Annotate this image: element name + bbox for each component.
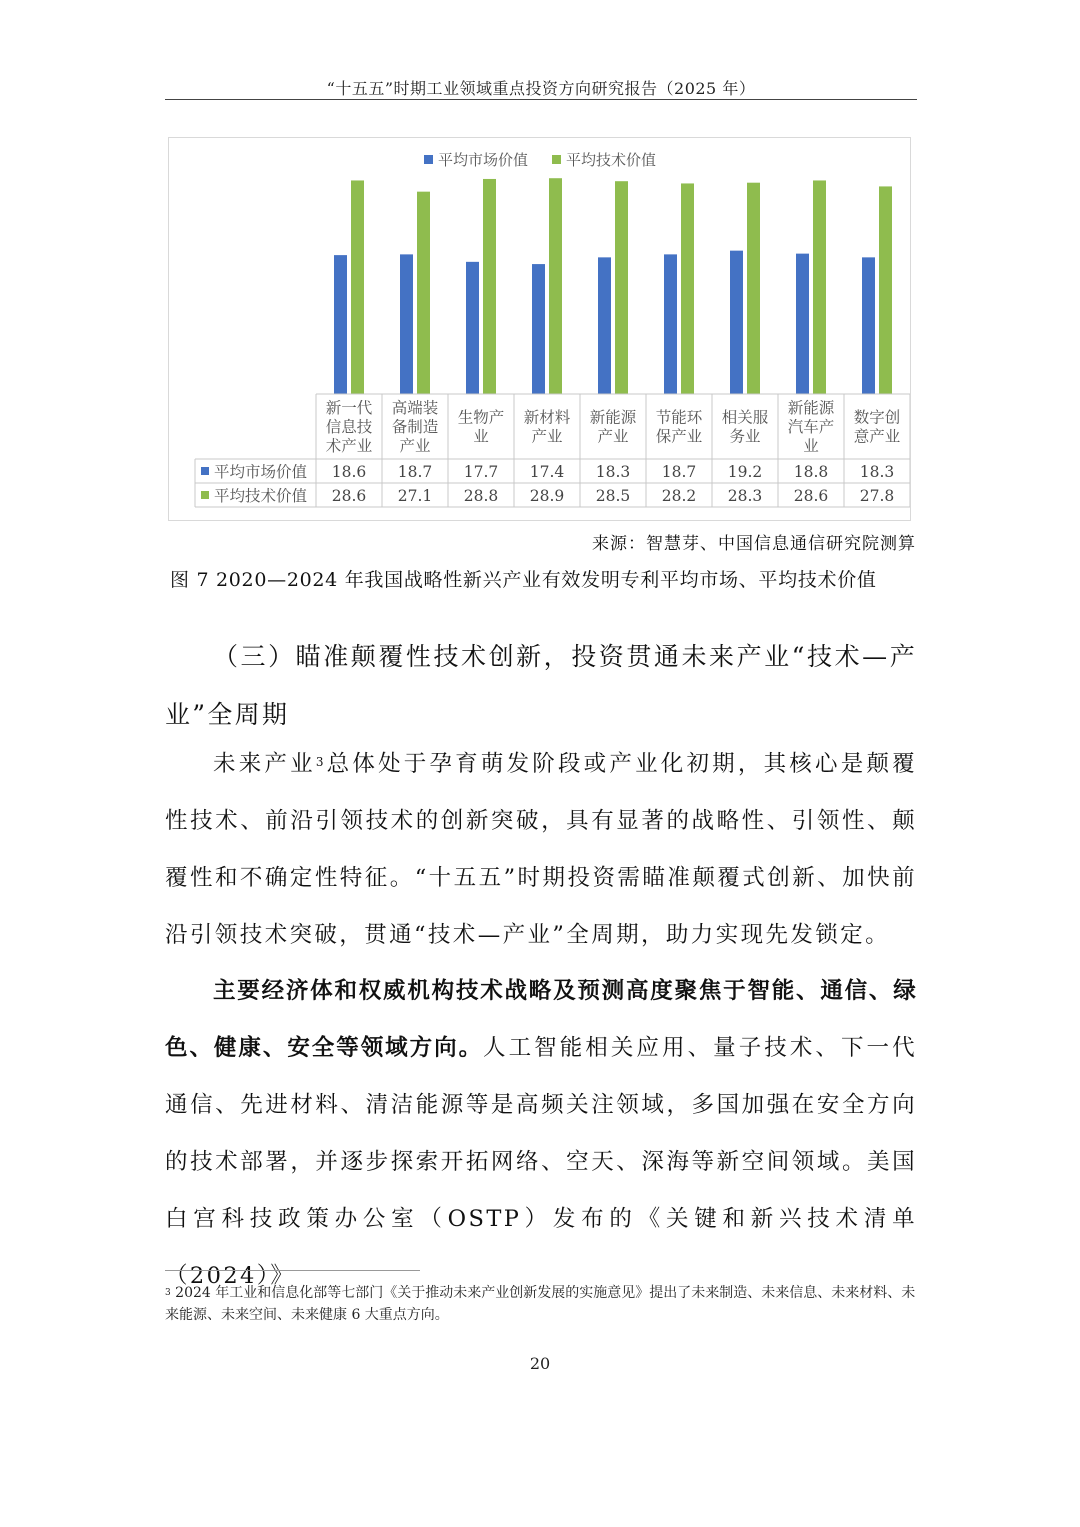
paragraph-text: 总体处于孕育萌发阶段或产业化初期，其核心是颠覆性技术、前沿引领技术的创新突破，具有显著的战略性、引领性、颠覆性和不确定性特征。“十五五”时期投资需瞄准颠覆式创新、加快前沿引领技术突破，贯通“技术—产业”全周期，助力实现先发锁定。 [165,751,917,948]
table-value-1-7: 19.2 [727,463,763,481]
bar-1-1 [334,255,347,394]
table-value-1-5: 18.3 [595,463,631,481]
category-label-5-line-2: 产业 [597,427,629,446]
table-value-1-8: 18.8 [793,463,829,481]
chart-frame [168,137,911,521]
legend-swatch-1 [424,155,433,164]
table-value-2-7: 28.3 [727,487,763,505]
category-label-8-line-3: 业 [803,437,819,455]
figure-source: 来源：智慧芽、中国信息通信研究院测算 [592,534,916,554]
bar-2-7 [747,183,760,394]
bar-1-4 [532,264,545,394]
category-label-3-line-1: 生物产 [457,408,505,427]
bar-2-6 [681,183,694,394]
category-label-4-line-1: 新材料 [523,408,571,427]
section-heading: （三）瞄准颠覆性技术创新，投资贯通未来产业“技术—产业”全周期 [165,642,917,729]
legend-label-1: 平均市场价值 [438,151,529,169]
category-label-1-line-2: 信息技 [325,418,373,436]
bar-2-5 [615,181,628,394]
paragraph-text: 未来产业 [213,751,316,777]
body-paragraph-2 [165,963,917,1305]
category-label-2-line-3: 产业 [399,437,431,455]
table-value-2-2: 27.1 [397,487,433,505]
category-label-8-line-1: 新能源 [787,399,835,417]
paragraph-text: 人工智能相关应用、量子技术、下一代通信、先进材料、清洁能源等是高频关注领域，多国加强在安全方向的技术部署，并逐步探索开拓网络、空天、深海等新空间领域。美国白宫科技政策办公室（OSTP）发布的《关键和新兴技术清单（2024）》 [165,1035,917,1289]
table-value-2-6: 28.2 [661,487,697,505]
bar-2-2 [417,192,430,394]
legend-swatch-2 [552,155,561,164]
category-label-2-line-2: 备制造 [391,418,439,436]
body-paragraph-1 [165,736,917,964]
bar-1-6 [664,254,677,394]
category-label-1-line-1: 新一代 [325,399,373,417]
running-header: “十五五”时期工业领域重点投资方向研究报告（2025 年） [326,79,756,98]
category-label-9-line-2: 意产业 [853,427,901,446]
table-value-2-4: 28.9 [529,487,565,505]
footnote-rule [165,1270,420,1271]
page-number: 20 [529,1354,551,1373]
category-label-5-line-1: 新能源 [589,408,637,427]
table-value-1-1: 18.6 [331,463,367,481]
bar-2-1 [351,180,364,394]
table-value-1-3: 17.7 [463,463,499,481]
category-label-9-line-1: 数字创 [853,408,901,427]
category-label-1-line-3: 术产业 [325,437,373,455]
bar-2-8 [813,180,826,394]
paragraph-lead-bold: 主要经济体和权威机构技术战略及预测高度聚焦于智能、通信、绿色、健康、安全等领域方向。 [165,978,917,1061]
table-row-label-2: 平均技术价值 [214,487,308,505]
header-rule [165,99,917,100]
table-row-label-1: 平均市场价值 [214,463,308,481]
bar-1-9 [862,257,875,394]
bar-1-2 [400,254,413,394]
bar-1-5 [598,257,611,394]
footnote-ref[interactable]: 3 [315,755,326,769]
category-label-7-line-2: 务业 [729,427,761,446]
table-value-1-9: 18.3 [859,463,895,481]
bar-2-9 [879,186,892,394]
table-value-2-1: 28.6 [331,487,367,505]
category-label-4-line-2: 产业 [531,427,563,446]
bar-2-4 [549,178,562,394]
legend-label-2: 平均技术价值 [566,151,657,169]
table-value-1-4: 17.4 [529,463,565,481]
category-label-6-line-2: 保产业 [655,427,703,446]
category-label-7-line-1: 相关服 [721,408,769,427]
category-label-3-line-2: 业 [473,427,489,446]
table-row-swatch-1 [201,467,209,475]
table-row-swatch-2 [201,491,209,499]
footnote-text: 2024 年工业和信息化部等七部门《关于推动未来产业创新发展的实施意见》提出了未来制造、未来信息、未来材料、未来能源、未来空间、未来健康 6 大重点方向。 [165,1285,916,1323]
table-value-1-6: 18.7 [661,463,697,481]
figure-caption: 图 7 2020—2024 年我国战略性新兴产业有效发明专利平均市场、平均技术价值 [170,569,877,591]
bar-1-7 [730,251,743,394]
bar-2-3 [483,179,496,394]
table-value-2-3: 28.8 [463,487,499,505]
category-label-8-line-2: 汽车产 [787,418,835,436]
table-value-2-9: 27.8 [859,487,895,505]
footnote-mark: 3 [165,1288,171,1298]
table-value-2-5: 28.5 [595,487,631,505]
footnote [165,1282,917,1326]
table-value-1-2: 18.7 [397,463,433,481]
category-label-6-line-1: 节能环 [655,408,703,427]
category-label-2-line-1: 高端装 [391,399,439,417]
bar-1-8 [796,254,809,394]
bar-1-3 [466,262,479,394]
bar-chart [169,138,910,520]
table-value-2-8: 28.6 [793,487,829,505]
